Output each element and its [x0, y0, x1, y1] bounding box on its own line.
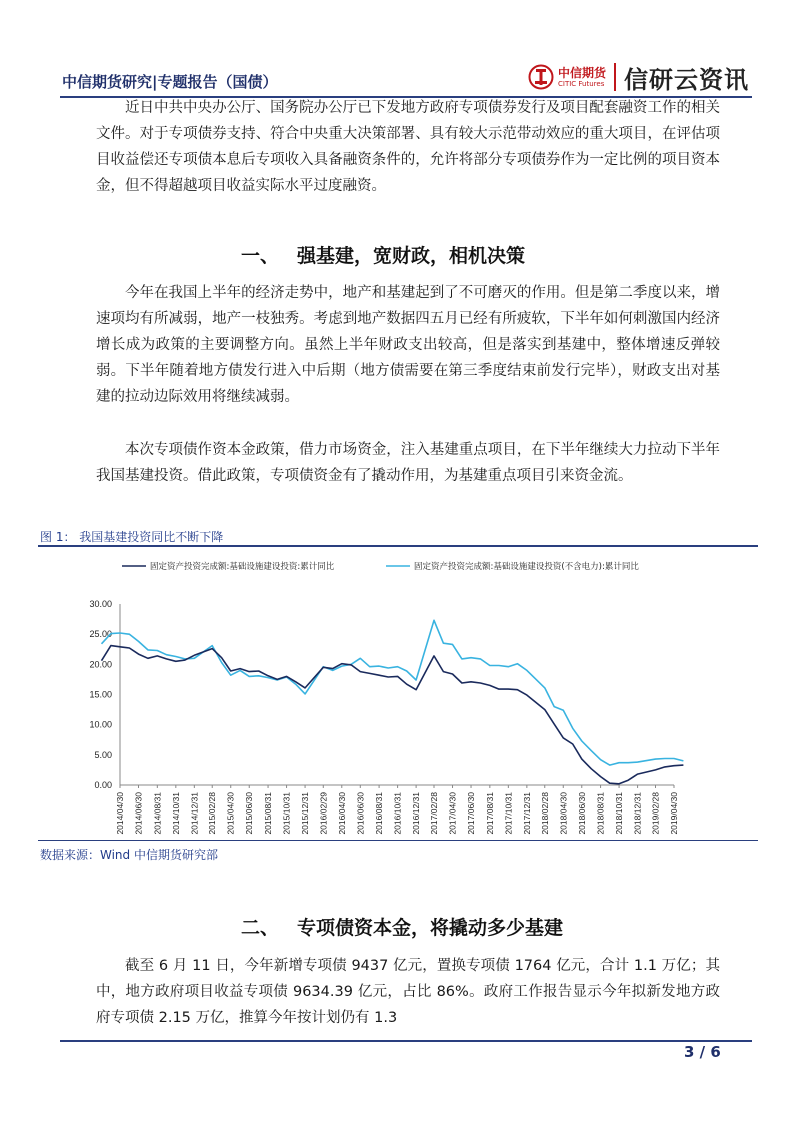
- x-tick-label: 2015/10/31: [281, 792, 292, 835]
- section-1-heading: [241, 241, 525, 268]
- x-tick-label: 2019/02/28: [650, 792, 661, 835]
- section-2-number: 二、: [241, 917, 280, 939]
- y-tick-label: 10.00: [89, 719, 112, 730]
- section-2-heading: [241, 913, 563, 940]
- figure-top-rule: [38, 545, 758, 547]
- y-tick-label: 20.00: [89, 659, 112, 670]
- page-number: 3 / 6: [684, 1043, 721, 1061]
- x-tick-label: 2016/06/30: [355, 792, 366, 835]
- x-tick-label: 2018/12/31: [632, 792, 643, 835]
- x-tick-label: 2015/02/28: [207, 792, 218, 835]
- x-tick-label: 2017/08/31: [484, 792, 495, 835]
- y-tick-label: 25.00: [89, 629, 112, 640]
- x-tick-label: 2015/06/30: [244, 792, 255, 835]
- section-1-paragraph-2: 本次专项债作资本金政策，借力市场资金，注入基建重点项目，在下半年继续大力拉动下半年我国基建投资。借此政策，专项债资金有了撬动作用，为基建重点项目引来资金流。: [96, 442, 720, 484]
- series-line-2: [102, 620, 684, 765]
- section-2-paragraph: 截至 6 月 11 日，今年新增专项债 9437 亿元，置换专项债 1764 亿元，合计 1.1 万亿；其中，地方政府项目收益专项债 9634.39 亿元，占比 86%。政府工作报告显示今年拟新发地方政府专项债 2.15 万亿，推算今年按计划仍有 1.3: [96, 958, 720, 1026]
- legend-label-2: 固定资产投资完成额:基础设施建设投资(不含电力):累计同比: [414, 562, 639, 572]
- x-tick-label: 2014/12/31: [189, 792, 200, 835]
- x-tick-label: 2015/12/31: [300, 792, 311, 835]
- x-tick-label: 2018/02/28: [539, 792, 550, 835]
- x-tick-label: 2014/04/30: [115, 792, 125, 835]
- section-1-paragraph-1: 今年在我国上半年的经济走势中，地产和基建起到了不可磨灭的作用。但是第二季度以来，增速项均有所减弱，地产一枝独秀。考虑到地产数据四五月已经有所疲软，下半年如何刺激国内经济增长成为政策的主要调整方向。虽然上半年财政支出较高，但是落实到基建中，整体增速反弹较弱。下半年随着地方债发行进入中后期（地方债需要在第三季度结束前发行完毕），财政支出对基建的拉动边际效用将继续减弱。: [96, 285, 720, 405]
- figure-caption: 图 1： 我国基建投资同比不断下降: [40, 530, 224, 544]
- section-2-title: 专项债资本金，将撬动多少基建: [297, 917, 564, 939]
- logo-text-en: CITIC Futures: [558, 79, 605, 88]
- figure-bottom-rule: [38, 840, 758, 841]
- x-tick-label: 2017/02/28: [429, 792, 440, 835]
- citic-logo-icon: [528, 64, 554, 90]
- x-tick-label: 2016/02/29: [318, 792, 329, 835]
- y-tick-label: 30.00: [89, 599, 112, 609]
- x-tick-label: 2014/10/31: [170, 792, 181, 835]
- x-tick-label: 2015/04/30: [225, 792, 236, 835]
- infrastructure-investment-line-chart: [38, 548, 758, 838]
- x-tick-label: 2015/08/31: [263, 792, 274, 835]
- x-tick-label: 2017/06/30: [466, 792, 477, 835]
- x-tick-label: 2016/04/30: [336, 792, 347, 835]
- intro-paragraph: 近日中共中央办公厅、国务院办公厅已下发地方政府专项债券发行及项目配套融资工作的相关文件。对于专项债券支持、符合中央重大决策部署、具有较大示范带动效应的重大项目，在评估项目收益偿还专项债本息后专项收入具备融资条件的，允许将部分专项债券作为一定比例的项目资本金，但不得超越项目收益实际水平过度融资。: [96, 100, 720, 194]
- x-tick-label: 2017/12/31: [521, 792, 532, 835]
- brand-name: 信研云资讯: [624, 65, 750, 94]
- x-tick-label: 2018/10/31: [614, 792, 625, 835]
- company-logo: [528, 60, 749, 94]
- y-tick-label: 0.00: [94, 780, 112, 790]
- x-tick-label: 2017/04/30: [447, 792, 458, 835]
- legend-label-1: 固定资产投资完成额:基础设施建设投资:累计同比: [150, 562, 335, 572]
- report-header-title: 中信期货研究|专题报告（国债）: [62, 73, 278, 91]
- x-tick-label: 2016/10/31: [392, 792, 403, 835]
- x-tick-label: 2014/08/31: [152, 792, 163, 835]
- x-tick-label: 2016/08/31: [374, 792, 385, 835]
- footer-divider: [60, 1040, 752, 1042]
- x-tick-label: 2018/08/31: [595, 792, 606, 835]
- series-line-1: [102, 646, 684, 784]
- logo-separator: [614, 63, 616, 91]
- x-tick-label: 2017/10/31: [503, 792, 514, 835]
- x-tick-label: 2018/06/30: [576, 792, 587, 835]
- y-tick-label: 5.00: [94, 749, 112, 760]
- x-tick-label: 2014/06/30: [133, 792, 144, 835]
- x-tick-label: 2019/04/30: [669, 792, 679, 835]
- logo-text-cn: 中信期货: [558, 65, 607, 80]
- x-tick-label: 2016/12/31: [411, 792, 422, 835]
- x-tick-label: 2018/04/30: [558, 792, 569, 835]
- section-1-title: 强基建，宽财政，相机决策: [297, 245, 526, 267]
- y-tick-label: 15.00: [89, 689, 112, 700]
- figure-source: 数据来源：Wind 中信期货研究部: [40, 848, 218, 862]
- section-1-number: 一、: [241, 245, 280, 267]
